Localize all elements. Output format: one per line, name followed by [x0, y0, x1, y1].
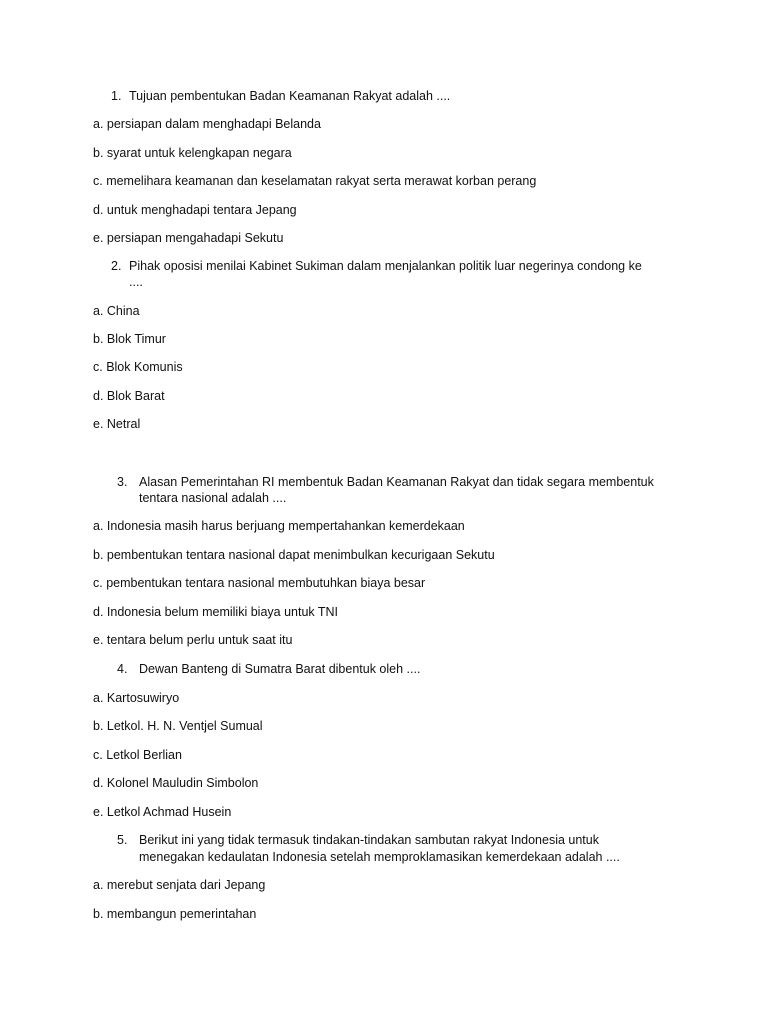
question-3-option-b: b. pembentukan tentara nasional dapat menimbulkan kecurigaan Sekutu [93, 548, 495, 562]
question-3-option-a: a. Indonesia masih harus berjuang mempertahankan kemerdekaan [93, 519, 465, 533]
question-1-option-e: e. persiapan mengahadapi Sekutu [93, 231, 284, 245]
question-5-option-b: b. membangun pemerintahan [93, 907, 257, 921]
question-2-text-line-1: Pihak oposisi menilai Kabinet Sukiman dalam menjalankan politik luar negerinya condong ke [129, 259, 642, 273]
question-3-option-c: c. pembentukan tentara nasional membutuhkan biaya besar [93, 576, 426, 590]
question-2-option-a: a. China [93, 304, 140, 318]
question-3-option-e: e. tentara belum perlu untuk saat itu [93, 633, 293, 647]
question-1-option-a: a. persiapan dalam menghadapi Belanda [93, 117, 321, 131]
question-5-option-a: a. merebut senjata dari Jepang [93, 878, 266, 892]
question-2-number: 2. [111, 259, 122, 273]
question-1-option-b: b. syarat untuk kelengkapan negara [93, 146, 292, 160]
question-2-option-b: b. Blok Timur [93, 332, 166, 346]
question-2-option-e: e. Netral [93, 417, 141, 431]
question-4-text: Dewan Banteng di Sumatra Barat dibentuk oleh .... [139, 662, 421, 676]
question-3-text-line-2: tentara nasional adalah .... [139, 491, 287, 505]
question-2-option-c: c. Blok Komunis [93, 360, 183, 374]
question-3-option-d: d. Indonesia belum memiliki biaya untuk TNI [93, 605, 339, 619]
question-4-number: 4. [117, 662, 128, 676]
question-5-text-line-2: menegakan kedaulatan Indonesia setelah memproklamasikan kemerdekaan adalah .... [139, 850, 620, 864]
question-2-option-d: d. Blok Barat [93, 389, 165, 403]
question-4-option-d: d. Kolonel Mauludin Simbolon [93, 776, 259, 790]
question-4-option-a: a. Kartosuwiryo [93, 691, 180, 705]
question-1-option-d: d. untuk menghadapi tentara Jepang [93, 203, 297, 217]
question-3-text-line-1: Alasan Pemerintahan RI membentuk Badan Keamanan Rakyat dan tidak segara membentuk [139, 475, 654, 489]
question-1-number: 1. [111, 89, 122, 103]
question-1-text: Tujuan pembentukan Badan Keamanan Rakyat adalah .... [129, 89, 451, 103]
question-4-option-b: b. Letkol. H. N. Ventjel Sumual [93, 719, 263, 733]
question-5-number: 5. [117, 833, 128, 847]
question-4-option-c: c. Letkol Berlian [93, 748, 182, 762]
question-4-option-e: e. Letkol Achmad Husein [93, 805, 232, 819]
question-5-text-line-1: Berikut ini yang tidak termasuk tindakan-tindakan sambutan rakyat Indonesia untuk [139, 833, 599, 847]
question-1-option-c: c. memelihara keamanan dan keselamatan rakyat serta merawat korban perang [93, 174, 537, 188]
question-2-text-line-2: .... [129, 275, 143, 289]
question-3-number: 3. [117, 475, 128, 489]
